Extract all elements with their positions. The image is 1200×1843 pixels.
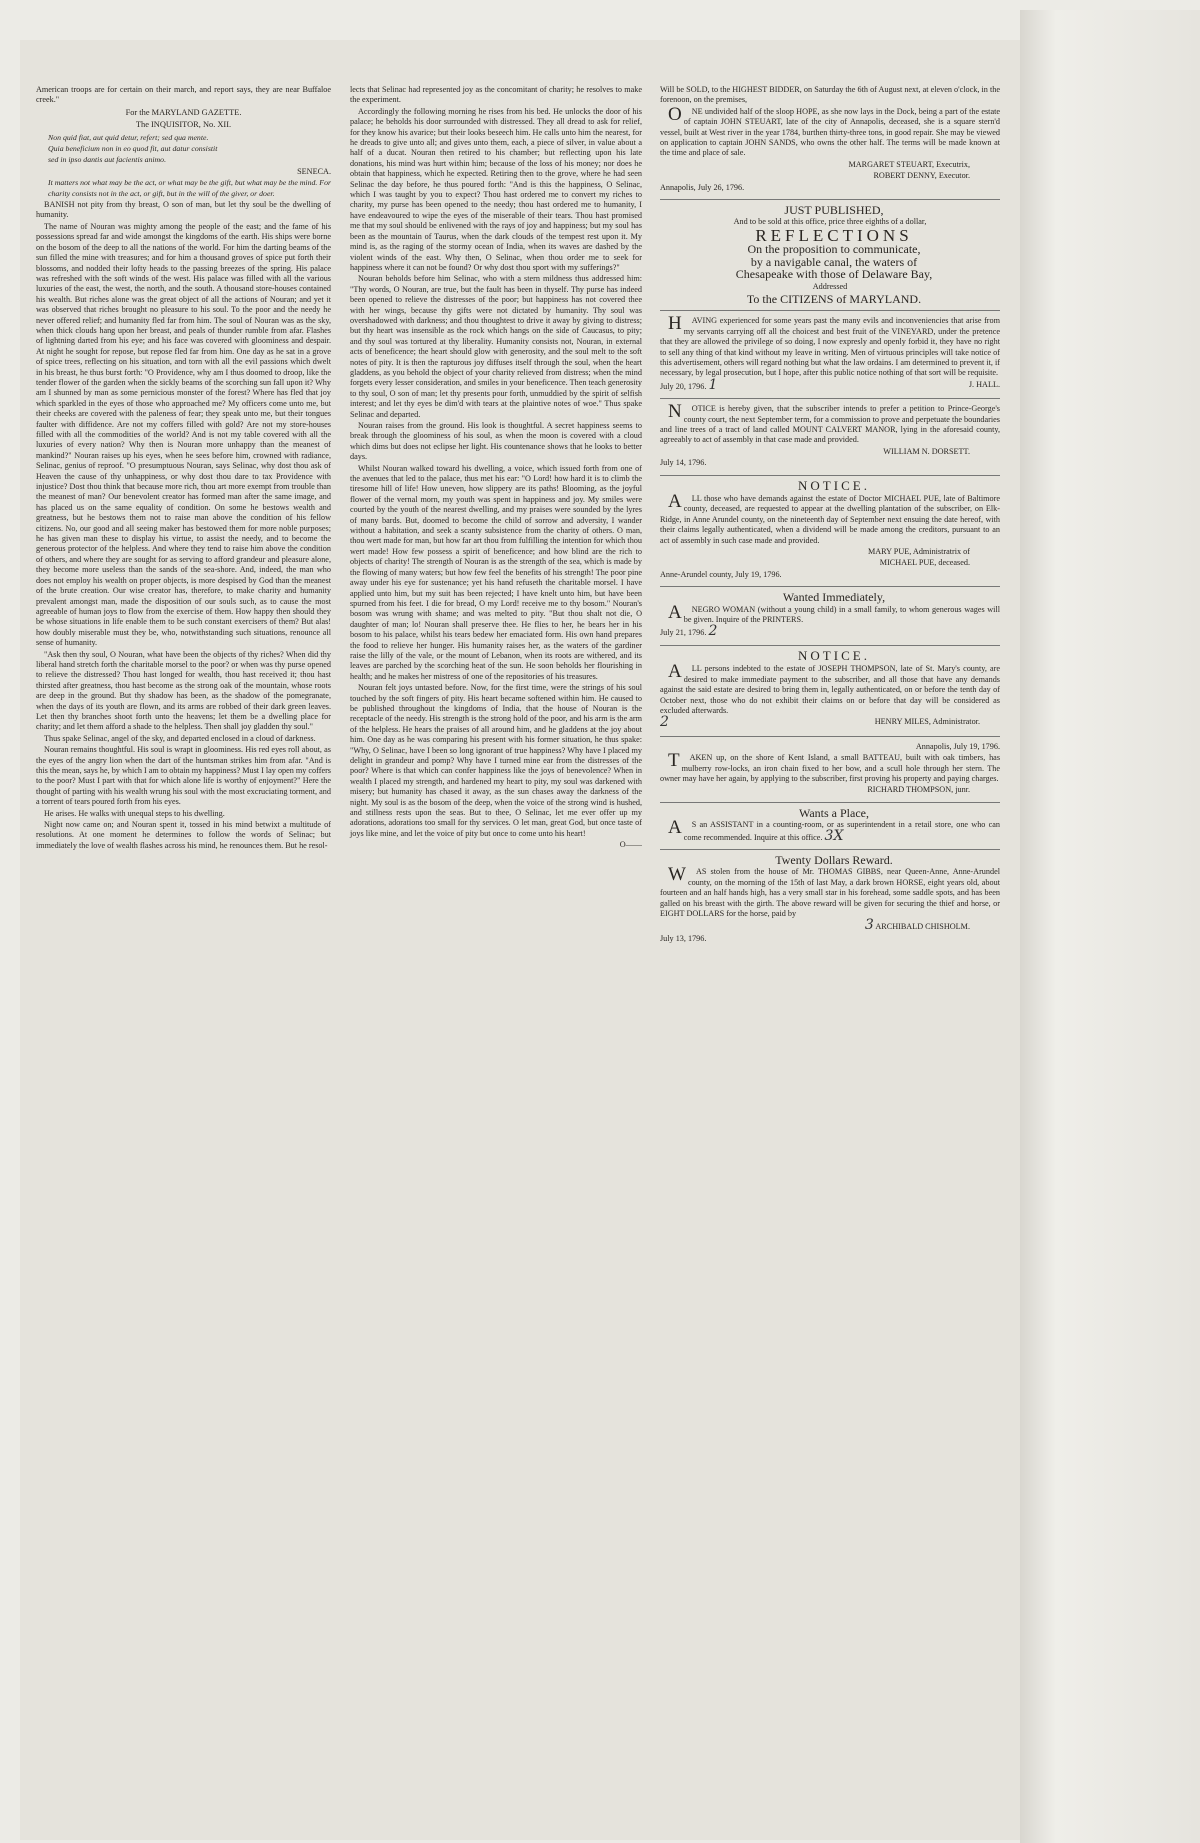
divider — [660, 586, 1000, 587]
section-header: For the MARYLAND GAZETTE. — [125, 107, 242, 117]
handwritten-mark: 1 — [708, 376, 718, 393]
vineyard-notice — [660, 313, 1000, 393]
batteau-notice — [660, 742, 1000, 796]
paragraph: The name of Nouran was mighty among the people of the east; and the fame of his possessions spread far and wide amongst the kingdoms of the earth. His ships were borne on the bosom of the deep to all the nations of the world. For him the darting beams of the sun filled the mine with treasures; and for him a thousand groves of spice put forth their blossoms, and nodded their lofty heads to the passing breezes of the spring. His palace was refreshed with the soft winds of the west. His palace was filled with all the various luxuries of the east, the west, the north, and the south. A thousand store-houses contained his wealth. But riches alone was the great object of all the actions of Nouran; and yet it was observed that riches brought no pleasure to his soul. To the poor and the needy he never offered relief; and humanity fled far from him. The soul of Nouran was as the sky, when thick clouds hang upon her breast, and peals of thunder rumble from afar. Flashes of lightning darted from his eye; and his face was covered with gloominess and despair. At night he sought for repose, but repose fled far from him. One day as he sat in a grove of spice trees, reflecting on his situation, and torn with all the evil passions which dwelt in his breast, he thus burst forth: "O Providence, why am I thus doomed to droop, like the tender flower of the garden when the sickly beams of the scorching sun fall upon it? Why am I shunned by man as some pernicious monster of the forest? Where has fled that joy which sparkled in the eyes of those who approached me? My officers come unto me, but their cheeks are covered with the paleness of fear; they speak unto me, but their tongues faulter with diffidence. Are not my coffers filled with gold? Are not my store-houses filled with all the commodities of the world? And is not my table covered with all the luxuries of every nation? Why then is Nouran more unhappy than the meanest of mankind?" Nouran raises up his eyes, when he sees before him, crowned with radiance, Selinac, genius of reproof. "O presumptuous Nouran, says Selinac, why dost thou ask of Heaven the cause of thy unhappiness, or why dost thou dare to tax Providence with injustice? Dost thou think that because more rich, thou art more exempt from trouble than the meanest of man? Our benevolent creator has formed man after the same image, and has placed us on the same equality of condition. On some he bestows wealth and greatness, but he bestows them not to raise man above the condition of his fellow citizens. No, our good and all seeing maker has bestowed them for more noble purposes; he has given man these to display his virtue, to assist the needy, and to become the generous protector of the helpless. And where they tend to raise him above the condition of others, and where they are sought for as serving to afford grandeur and pleasure alone, they become more useless than the sands of the sea-shore. And, indeed, the man who does not employ his wealth on proper objects, is more despised by God than the meanest of the brute creation. Our wise creator has, therefore, to make charity and humanity prevalent amongst man, made the disposition of our souls such, as to cause the most agreeable of human joys to flow from the exercise of them. How happy then should they be whose situations in life enable them to be such constant exercisers of them? But alas! how doubly miserable must they be, who, notwithstanding such situations, renounce all sense of humanity. — [36, 221, 331, 648]
wanted-advertisement — [660, 592, 1000, 639]
ad-body: WAS stolen from the house of Mr. THOMAS GIBBS, near Queen-Anne, Anne-Arundel county, on the morning of the 15th of last May, a dark brown HORSE, eight years old, about fourteen and an half hands high, has a very small star in his forehead, some saddle spots, and has been galled on his breast with the girth. The above reward will be given for securing the thief and horse, or EIGHT DOLLARS for the horse, paid by — [660, 864, 1000, 918]
intro-text: American troops are for certain on their march, and report says, they are near Buffaloe creek." — [36, 85, 331, 105]
ad-signature: MARGARET STEUART, Executrix, — [848, 159, 970, 169]
ad-body: ANEGRO WOMAN (without a young child) in a small family, to whom generous wages will be given. Inquire of the PRINTERS. — [668, 601, 1000, 625]
ad-signature: WILLIAM N. DORSETT. — [883, 446, 970, 456]
ad-text: And to be sold at this office, price three eighths of a dollar, — [733, 217, 927, 227]
paragraph: lects that Selinac had represented joy as the concomitant of charity; he resolves to make the experiment. — [350, 85, 642, 105]
ad-body: AS an ASSISTANT in a counting-room, or as superintendent in a retail store, one who can come recommended. Inquire at this office. 3X — [668, 817, 1000, 844]
handwritten-mark: 2 — [660, 714, 669, 731]
divider — [660, 736, 1000, 737]
paragraph: BANISH not pity from thy breast, O son of man, but let thy soul be the dwelling of humanity. — [36, 200, 331, 220]
motto-translation: It matters not what may be the act, or what may be the gift, but what may be the mind. For charity consists not in the act, or gift, but in the will of the giver, or doer. — [48, 178, 331, 198]
divider — [660, 398, 1000, 399]
ad-text: Addressed — [812, 281, 848, 291]
motto-line: Non quid fiat, aut quid detur, refert; sed qua mente. — [48, 132, 209, 142]
ad-text: On the proposition to communicate, — [747, 242, 921, 257]
paragraph: Nouran felt joys untasted before. Now, for the first time, were the strings of his soul touched by the soft fingers of pity. His heart became softened within him. He caused to be published throughout the kingdoms of India, that the house of Nouran is the receptacle of the needy. His strength is the strong hold of the poor, and his arm is the arm of the helpless. He hears the praises of all around him, and he gladdens at the joy about him. One day as he was comparing his present with his former situation, he thus spake: "Why, O Selinac, have I been so long ignorant of true happiness? Why have I placed my delight in grandeur and pomp? Why have I turned mine ear from the distresses of the poor? Where is that which can confer happiness like the joys of benevolence? When in wealth I placed my strength, and hardened my heart to pity, my soul was darkened with misery; but humanity has chased it away, as the sun chases away the darkness of the night. My soul is as the bosom of the deep, when the voice of the strong wind is hushed, and stillness rests upon the seas. But to thee, O Selinac, let me ever offer up my adorations, adorations too small for thy services. O let man, great God, but once taste of joys like mine, and let the voice of pity but once to come unto his heart! — [350, 683, 642, 838]
motto-line: sed in ipso dantis aut facientis animo. — [48, 155, 167, 165]
ad-date: July 21, 1796. 2 — [660, 623, 718, 640]
ad-body: ALL those who have demands against the estate of Doctor MICHAEL PUE, late of Baltimore county, deceased, are requested to appear at the dwelling plantation of the subscriber, on Elk-Ridge, in Anne Arundel county, on the nineteenth day of September next ensuing the date hereof, with their claims legally authenticated, when a dividend will be made among the creditors, pursuant to an act of assembly in such case made and provided. — [660, 491, 1000, 545]
ad-signature: MARY PUE, Administratrix of — [867, 547, 970, 557]
ad-date: Annapolis, July 26, 1796. — [660, 182, 745, 192]
ad-heading: Wants a Place, — [798, 805, 869, 820]
ad-text: by a navigable canal, the waters of — [750, 254, 918, 269]
ad-signature: RICHARD THOMPSON, junr. — [867, 785, 970, 795]
ad-signature: 3 ARCHIBALD CHISHOLM. — [864, 917, 970, 934]
paragraph: He arises. He walks with unequal steps to his dwelling. — [44, 808, 225, 818]
ad-date: July 13, 1796. — [660, 933, 707, 943]
paragraph: "Ask then thy soul, O Nouran, what have been the objects of thy riches? When did thy liberal hand stretch forth the charitable morsel to the poor? or when was thy purse opened to relieve the distressed? Thou hast longed for wealth, thou hast received it; thou hast thirsted after greatness, thou hast become as the strong oak of the mountain, whose roots are deep in the ground. But thy shadow has been, as the shadow of the pomegranate, when the days of its youth are flown, and its arms are robbed of their dark green leaves. Let then thy branches shoot forth unto the heavens; let them be a dwelling place for charity; and let them afford a shade to the helpless. Then shall joy gladden thy soul." — [36, 649, 331, 732]
divider — [660, 475, 1000, 476]
handwritten-mark: 2 — [708, 623, 718, 640]
ad-body: HAVING experienced for some years past the many evils and inconveniencies that arise from my servants carrying off all the choicest and best fruit of the VINEYARD, under the pretence that they are allowed the privilege of so doing, I now expresly and openly forbid it, they have no right to sell any thing of that kind without my leave in writing. Men of virtuous principles will take notice of this advertisement, others will regard nothing but what the law ordains. I am determined to prevent it, if necessary, by legal prosecution, but I hope, after this public notice nothing of that sort will be requisite. — [660, 313, 1000, 378]
book-title: REFLECTIONS — [755, 225, 913, 245]
sale-advertisement — [660, 85, 1000, 193]
divider — [660, 310, 1000, 311]
ad-body: NOTICE is hereby given, that the subscriber intends to prefer a petition to Prince-George's county court, the next September term, for a commission to prove and perpetuate the boundaries and line trees of a tract of land called MOUNT CALVERT MANOR, lying in the aforesaid county, agreeably to act of assembly in that case made and provided. — [660, 401, 1000, 445]
column-right — [660, 85, 1000, 950]
ad-signature: J. HALL. — [968, 379, 1000, 389]
place-wanted-advertisement — [660, 805, 1000, 844]
ad-body: ONE undivided half of the sloop HOPE, as she now lays in the Dock, being a part of the estate of captain JOHN STEUART, late of the city of Annapolis, deceased, she is a square stern'd vessel, built at West river in the year 1784, burthen thirty-three tons, in good repair. She may be viewed on application to captain JOHN SANDS, who owns the other half. The terms will be made known at the time and place of sale. — [660, 103, 1000, 158]
column-middle — [350, 85, 642, 852]
estate-notice — [660, 477, 1000, 581]
handwritten-mark: 3 — [864, 917, 874, 934]
ad-body: TAKEN up, on the shore of Kent Island, a small BATTEAU, built with oak timbers, has mulberry row-locks, an iron chain fixed to her bow, and a scull hole through her stern. The owner may have her again, by applying to the subscriber, first proving his property and paying charges. — [660, 750, 1000, 783]
ad-heading: JUST PUBLISHED, — [784, 203, 884, 218]
ad-heading: Twenty Dollars Reward. — [775, 852, 893, 867]
page-edge — [1020, 10, 1200, 1843]
ad-text: To the CITIZENS of MARYLAND. — [746, 291, 922, 306]
publication-advertisement — [660, 205, 1000, 304]
motto-author: SENECA. — [297, 166, 331, 176]
ad-signature-line: 2 HENRY MILES, Administrator. — [660, 714, 980, 731]
paragraph: Thus spake Selinac, angel of the sky, and departed enclosed in a cloud of darkness. — [44, 733, 316, 743]
ad-date: July 14, 1796. — [660, 458, 707, 468]
motto-line: Quia beneficium non in eo quod fit, aut datur consistit — [48, 144, 218, 154]
ad-text: Chesapeake with those of Delaware Bay, — [735, 267, 933, 282]
reward-advertisement — [660, 852, 1000, 944]
paragraph: Nouran remains thoughtful. His soul is wrapt in gloominess. His red eyes roll about, as the eyes of the angry lion when the dart of the huntsman strikes him from afar. "And is this the mean, says he, by which I am to obtain my happiness? Must I lay open my coffers to the poor? Must I part with that for which alone life is worthy of enjoyment?" Here the thought of parting with his wealth wrung his soul with the most excruciating torment, and a torrent of tears poured forth from his eyes. — [36, 745, 331, 807]
ad-dateline: Annapolis, July 19, 1796. — [915, 741, 1000, 751]
petition-notice — [660, 401, 1000, 468]
ad-signature: MICHAEL PUE, deceased. — [879, 558, 970, 568]
ad-heading: Wanted Immediately, — [782, 590, 886, 605]
paragraph: Nouran beholds before him Selinac, who with a stern mildness thus addressed him: "Thy words, O Nouran, are true, but the fault has been in thyself. Thy purse has indeed been opened to relieve the distresses of the poor; but happiness has not covered thee with her wings, because thy gifts were not dictated by humanity. Thy soul was overshadowed with darkness; and thou thoughtest to drive it away by giving to distress; but thy heart was insensible as the rock which hangs on the side of Caucasus, to pity; and thy soul was tortured at thy liberality. Humanity consists not, Nouran, in external acts of beneficence; the heart should glow with generosity, and the soul melt to the soft notes of pity. It is then the rapturous joy diffuses itself through the soul, when the heart gladdens, as you behold the object of your charity relieved from distress; when the mind forgets every lesser consideration, and smiles in your beneficence. Then teach generosity to thy soul, O son of man; let thy presents pour forth, unmuddied by the spirit of selfish interest; and let thy eyes be dim'd with tears at the plaintive notes of woe." Thus spake Selinac and departed. — [350, 274, 642, 419]
ad-heading: NOTICE. — [798, 477, 870, 493]
divider — [660, 199, 1000, 200]
paragraph: Whilst Nouran walked toward his dwelling, a voice, which issued forth from one of the avenues that led to the palace, thus met his ear: "O Lord! how hard it is to climb the tiresome hill of life! How uneven, how slippery are its paths! Blooming, as the joyful flower of the vernal morn, my youth was spent in happiness and joy. My smiles were courted by the youth of the nearest dwelling, and my praises were sounded by the lyres of many bards. But, doomed to become the child of sorrow and adversity, I wander without a habitation, and seek a scanty subsistence from the charity of others. O man, thou wert made for man, but how far art thou from fulfilling the intention for which thou wert made! How few possess a spirit of beneficence; and how blind are the rich to objects of charity! The strength of Nouran is as the strength of the sea, which is made by the flowing of many waters; but how few feel the benefits of his strength! The poor pine away under his eye for sustenance; yet his hand refuseth the charitable morsel. I have applied unto him, but my suit has been rejected; I have knelt unto him, but have been spurned from his feet. I die for bread, O my Lord! receive me to thy bosom." Nouran's bosom was wrung with shame; and was melted to pity. "But thou shalt not die, O daughter of man; lo! Nouran shall preserve thee. He flies to her, he bears her in his bosom to his palace, whilst his tears bedew her emaciated form. His own hand prepares the food to relieve her hunger. His humanity raises her, as the waters of the gardiner raise the lilly of the vale, or the mount of Lebanon, when its roots are withered, and its leaves are parched by the scorching heat of the sun. He soon beholds her flourishing in health; and he makes her mistress of one of the repositories of his treasures. — [350, 463, 642, 681]
paragraph: Accordingly the following morning he rises from his bed. He unlocks the door of his palace; he beholds his door surrounded with distressed. They all dread to ask for relief, for they know his avarice; but their looks beseech him. He calls unto him the nearest, for he dreads to give unto all; and gives unto them, each, a piece of silver, in value about a half of a ducat. Nouran then retired to his chamber; but reflecting upon his late donations, his mind was hurt within him; because of the loss of his money; nor does he obtain that happiness, which he expected. Retiring then to the grove, where he had seen Selinac the day before, he thus poured forth: "And is this the happiness, O Selinac, which I was taught by you to expect? Thou hast ordered me to convert my riches to charity, my purse has been opened to the needy; thou hast ordered me to humanity, I have endeavoured to wipe the eyes of the miserable of their tears. Thou hast promised me that my soul should be enlivened with the rays of joy and happiness; but my soul has been as the mountain of Taurus, when the dark clouds of the tempest rest upon it. My mind is, as the raging of the stormy ocean of India, when its waves are dashed by the violent winds of the east. Why then, O Selinac, when thou order me to seek for happiness where it can not be found? Or why dost thou sport with my sufferings?" — [350, 106, 642, 272]
paragraph: Night now came on; and Nouran spent it, tossed in his mind betwixt a multitude of resolutions. At one moment he determines to follow the words of Selinac; but immediately the love of wealth flashes across his mind, he renounces them. But he resol- — [36, 820, 331, 850]
ad-date: July 20, 1796. 1 J. HALL. — [660, 376, 1000, 393]
article-end: O—— — [619, 840, 642, 850]
thompson-estate-notice — [660, 647, 1000, 731]
divider — [660, 802, 1000, 803]
ad-body: ALL persons indebted to the estate of JOSEPH THOMPSON, late of St. Mary's county, are desired to make immediate payment to the subscriber, and all those that have any demands against the said estate are desired to bring them in, legally authenticated, on or before the tenth day of October next, those who do not exhibit their claims on or before that day will be considered as excluded afterwards. — [660, 661, 1000, 715]
ad-heading: Will be SOLD, to the HIGHEST BIDDER, on Saturday the 6th of August next, at eleven o'clock, in the forenoon, on the premises, — [660, 85, 1000, 105]
divider — [660, 645, 1000, 646]
ad-heading: NOTICE. — [798, 647, 870, 663]
ad-date: Anne-Arundel county, July 19, 1796. — [660, 569, 782, 579]
article-title: The INQUISITOR, No. XII. — [135, 120, 232, 130]
paragraph: Nouran raises from the ground. His look is thoughtful. A secret happiness seems to break through the gloominess of his soul, as when the moon is covered with a cloud which dims but does not eclipse her light. His countenance shows that he looks to better days. — [350, 421, 642, 462]
ad-signature: ROBERT DENNY, Executor. — [873, 171, 970, 181]
column-left — [36, 85, 331, 852]
divider — [660, 849, 1000, 850]
handwritten-mark: 3X — [824, 827, 844, 844]
